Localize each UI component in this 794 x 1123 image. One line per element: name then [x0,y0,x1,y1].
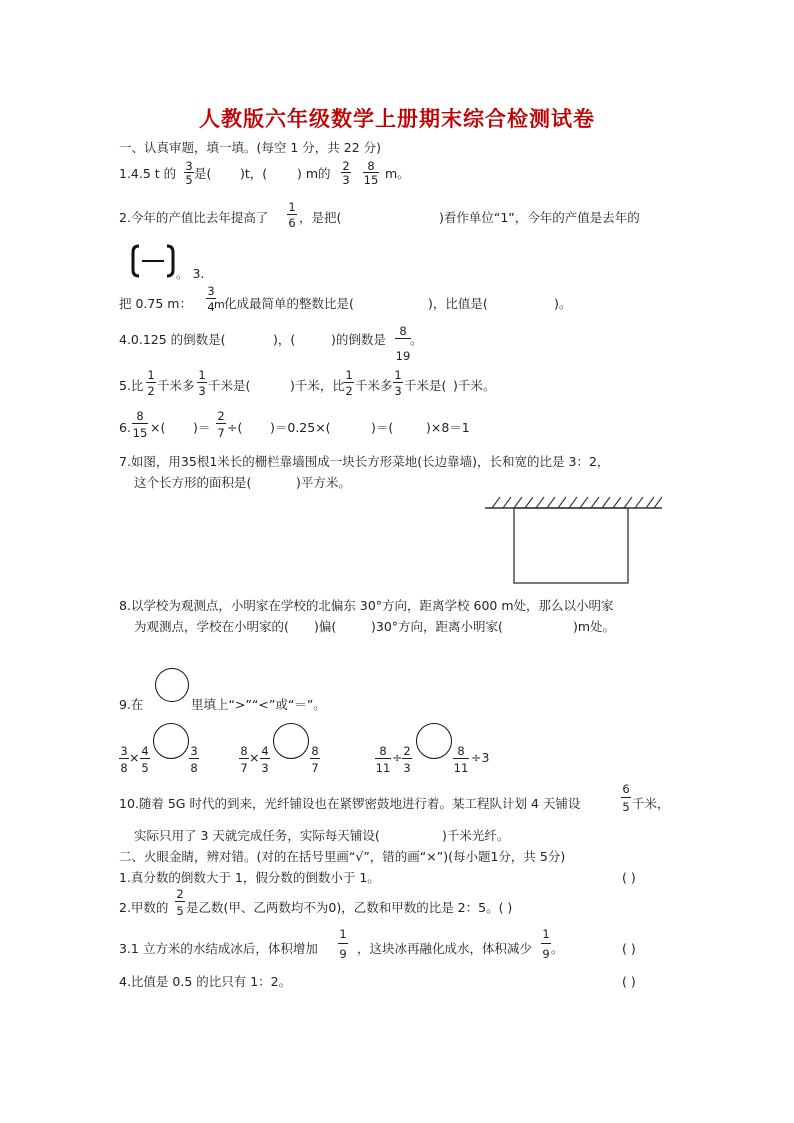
fraction: 1 9 [339,927,347,961]
fraction: 1 3 [198,368,206,398]
fraction: 6 5 [622,782,630,814]
fraction: 3 8 [120,744,128,775]
fraction: 1 2 [345,368,353,398]
fraction: 2 7 [217,409,225,440]
fraction: 8 19 [395,324,411,363]
section-1-heading: 一、认真审题，填一填。(每空 1 分，共 22 分) [119,140,382,155]
fraction: 8 11 [453,744,469,775]
fraction: 8 15 [132,409,148,440]
fraction: 4 5 [141,744,149,775]
fraction: 1 3 [394,368,402,398]
fence-diagram [484,494,664,586]
fraction: 2 5 [176,887,184,918]
page-title: 人教版六年级数学上册期末综合检测试卷 [199,106,595,131]
fraction: 1 6 [288,200,296,230]
answer-paren[interactable]: ( ) [622,941,636,956]
answer-circle[interactable] [416,723,452,759]
fraction: 3 5 [185,159,193,187]
fraction: 3 8 [190,744,198,775]
fraction: 8 11 [375,744,391,775]
fraction: 2 3 [403,744,411,775]
answer-circle[interactable] [153,723,189,759]
answer-circle[interactable] [155,668,189,702]
fraction: 8 7 [311,744,319,775]
section-2-heading: 二、火眼金睛，辨对错。(对的在括号里画“√”，错的画“×”)(每小题1分，共 5分) [119,849,566,864]
fraction: 8 15 [363,159,379,187]
answer-paren[interactable]: ( ) [622,870,636,885]
fraction: 1 9 [542,927,550,961]
answer-bracket [131,243,175,286]
fraction: 4 3 [261,744,269,775]
fraction: 2 3 [342,159,350,187]
fraction: 8 7 [240,744,248,775]
fraction: 3 4 [207,284,215,314]
fraction: 1 2 [147,368,155,398]
answer-circle[interactable] [273,723,309,759]
answer-paren[interactable]: ( ) [622,974,636,989]
